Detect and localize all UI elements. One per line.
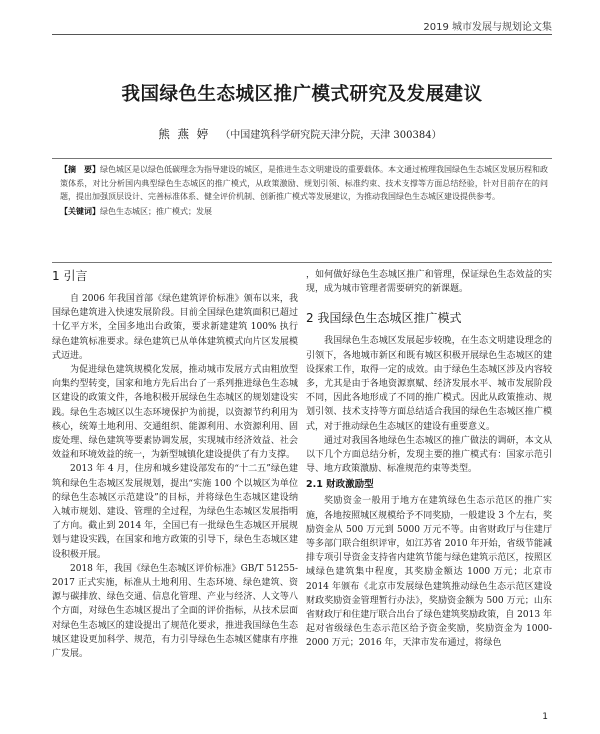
- body-paragraph: 自 2006 年我国首部《绿色建筑评价标准》颁布以来，我国绿色建筑进入快速发展阶段。目前全国绿色建筑面积已超过十亿平方米，全国多地出台政策，要求新建建筑 100% 执行绿色建筑标准要求。绿色建筑已从单体建筑模式向片区发展模式迈进。: [52, 294, 298, 361]
- paper-title: 我国绿色生态城区推广模式研究及发展建议: [121, 84, 483, 105]
- author-name: 熊 燕 婷: [158, 127, 211, 141]
- author-line: [0, 126, 600, 142]
- abstract-block: [60, 163, 548, 218]
- section-2-heading: 2 我国绿色生态城区推广模式: [306, 311, 462, 326]
- right-column: [306, 268, 552, 651]
- abstract-bottom-rule: [52, 262, 552, 263]
- continued-paragraph: ，如何做好绿色生态城区推广和管理，保证绿色生态效益的实现，成为城市管理者需要研究的新课题。: [306, 270, 552, 295]
- body-paragraph: 我国绿色生态城区发展起步较晚，在生态文明建设理念的引领下，各地城市新区和既有城区积极开展绿色生态城区的建设探索工作，取得一定的成效。由于绿色生态城区涉及内容较多，尤其是由于各地资源禀赋、经济发展水平、城市发展阶段不同，因此各地形成了不同的推广模式。因此从政策推动、规划引领、技术支持等方面总结适合我国的绿色生态城区推广模式，对于推动绿色生态城区的建设有重要意义。: [306, 336, 552, 432]
- abstract-label: 【摘 要】: [60, 164, 100, 174]
- header-rule: [52, 34, 552, 35]
- abstract-paragraph: [60, 163, 548, 204]
- section-1-heading: 1 引言: [52, 269, 88, 283]
- keywords-text: 绿色生态城区；推广模式；发展: [100, 206, 212, 216]
- running-head: 2019 城市发展与规划论文集: [423, 22, 552, 33]
- body-paragraph: 2013 年 4 月，住房和城乡建设部发布的“十二五”绿色建筑和绿色生态城区发展规划，提出“实施 100 个以城区为单位的绿色生态城区示范建设”的目标，并将绿色生态城区建设纳入城市规划、建设、管理的全过程，为绿色生态城区发展指明了方向。截止到 2014 年，全国已有一批绿色生态城区开展规划与建设实践，在国家和地方政策的引导下，绿色生态城区建设积极开展。: [52, 464, 298, 560]
- page-number: 1: [542, 712, 548, 722]
- body-paragraph: 2018 年，我国《绿色生态城区评价标准》GB/T 51255-2017 正式实施，标准从土地利用、生态环境、绿色建筑、资源与碳排放、绿色交通、信息化管理、产业与经济、人文等八个方面，对绿色生态城区提出了全面的评价指标，从技术层面对绿色生态城区的建设提出了规范化要求，推进我国绿色生态城区建设更加科学、规范，有力引导绿色生态城区健康有序推广发展。: [52, 563, 298, 660]
- body-paragraph: 为促进绿色建筑规模化发展，推动城市发展方式由粗放型向集约型转变，国家和地方先后出台了一系列推进绿色生态城区建设的政策文件，各地积极开展绿色生态城区的规划建设实践。绿色生态城区以生态环境保护为前提，以资源节约利用为核心，统筹土地利用、交通组织、能源利用、水资源利用、固废处理、绿色建筑等要素协调发展，实现城市经济效益、社会效益和环境效益的统一，为新型城镇化建设提供了有力支撑。: [52, 365, 298, 461]
- left-column: [52, 268, 298, 661]
- keywords-label: 【关键词】: [60, 205, 100, 216]
- body-paragraph: 通过对我国各地绿色生态城区的推广做法的调研，本文从以下几个方面总结分析，发现主要的推广模式有：国家示范引导、地方政策激励、标准规范约束等类型。: [306, 435, 552, 475]
- body-paragraph: 奖励资金一般用于地方在建筑绿色生态示范区的推广实施，各地按照城区规模给予不同奖励，一般建设 3 个左右，奖励资金从 500 万元到 5000 万元不等。由省财政厅与住建厅等多部门联合组织评审，如江苏省 2010 年开始，省级节能减排专项引导资金支持省内建筑节能与绿色建筑示范区，按照区域绿色建筑集中程度，其奖励金额达 1000 万元；北京市 2014 年颁布《北京市发展绿色建筑推动绿色生态示范区建设财政奖励资金管理暂行办法》，奖励资金额为 500 万元；山东省财政厅和住建厅联合出台了绿色建筑奖励政策，自 2013 年起对省级绿色生态示范区给予资金奖励，奖励资金为 1000-2000 万元；2016 年，天津市发布通过，将绿色: [306, 496, 552, 649]
- abstract-text: 绿色城区是以绿色低碳理念为指导建设的城区，是推进生态文明建设的重要载体。本文通过梳理我国绿色生态城区发展历程和政策体系，对比分析国内典型绿色生态城区的推广模式，从政策激励、规划引领、标准约束、技术支撑等方面总结经验，针对目前存在的问题，提出加强顶层设计、完善标准体系、健全评价机制、创新推广模式等发展建议，为推动我国绿色生态城区建设提供参考。: [60, 165, 548, 201]
- author-affiliation: （中国建筑科学研究院天津分院，天津 300384）: [220, 130, 442, 141]
- abstract-top-rule: [52, 158, 552, 159]
- keywords-line: [60, 205, 548, 219]
- subsection-2-1-heading: 2.1 财政激励型: [306, 479, 374, 491]
